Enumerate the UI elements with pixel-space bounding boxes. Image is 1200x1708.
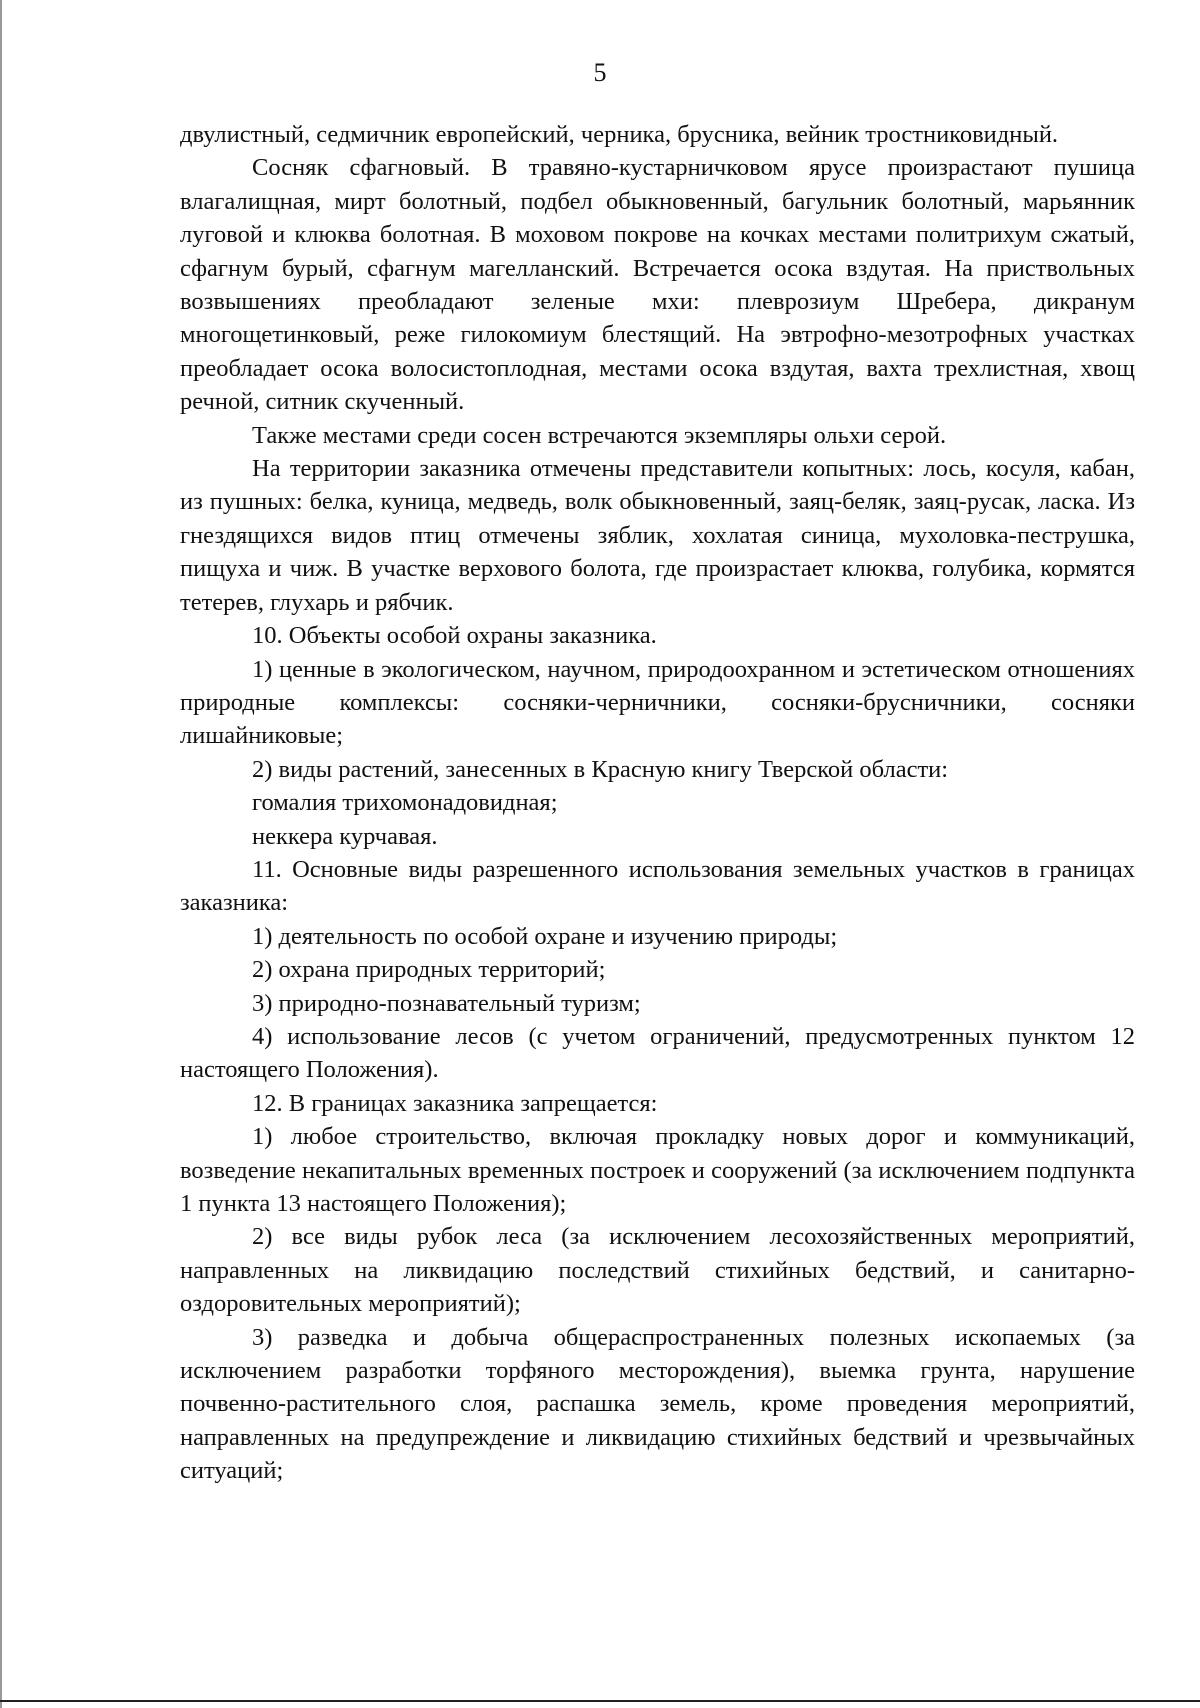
section-heading: 11. Основные виды разрешенного использования земельных участков в границах заказника: bbox=[180, 855, 1135, 917]
list-item: 2) охрана природных территорий; bbox=[252, 956, 606, 984]
paragraph: двулистный, седмичник европейский, черника, брусника, вейник тростниковидный. bbox=[180, 121, 1059, 148]
paragraph: Сосняк сфагновый. В травяно-кустарничковом ярусе произрастают пушица влагалищная, мирт болотный, подбел обыкновенный, багульник болотный, марьянник луговой и клюква болотная. В моховом покрове на кочках местами политрихум сжатый, сфагнум бурый, сфагнум магелланский. Встречается осока вздутая. На приствольных возвышениях преобладают зеленые мхи: плеврозиум Шребера, дикранум многощетинковый, реже гилокомиум блестящий. На эвтрофно-мезотрофных участках преобладает осока волосистоплодная, местами осока вздутая, вахта трехлистная, хвощ речной, ситник скученный. bbox=[180, 154, 1135, 416]
list-item: 3) разведка и добыча общераспространенных полезных ископаемых (за исключением разработки торфяного месторождения), выемка грунта, нарушение почвенно-растительного слоя, распашка земель, кроме проведения мероприятий, направленных на предупреждение и ликвидацию стихийных бедствий и чрезвычайных ситуаций; bbox=[180, 1323, 1135, 1485]
list-item: 1) любое строительство, включая прокладку новых дорог и коммуникаций, возведение некапитальных временных построек и сооружений (за исключением подпункта 1 пункта 13 настоящего Положения); bbox=[180, 1123, 1135, 1217]
document-body bbox=[180, 118, 1135, 1488]
scan-edge-left bbox=[0, 0, 2, 1708]
list-item: 2) все виды рубок леса (за исключением лесохозяйственных мероприятий, направленных на ликвидацию последствий стихийных бедствий, и санитарно-оздоровительных мероприятий); bbox=[180, 1223, 1135, 1318]
list-item: неккера курчавая. bbox=[252, 822, 438, 850]
scan-edge-bottom bbox=[0, 1700, 1200, 1702]
list-item: 3) природно-познавательный туризм; bbox=[252, 989, 641, 1017]
section-heading: 12. В границах заказника запрещается: bbox=[252, 1089, 658, 1117]
list-item: 1) деятельность по особой охране и изучению природы; bbox=[252, 922, 838, 950]
list-item: гомалия трихомонадовидная; bbox=[252, 789, 558, 817]
page-number: 5 bbox=[593, 58, 607, 87]
list-item: 2) виды растений, занесенных в Красную книгу Тверской области: bbox=[252, 755, 949, 783]
section-heading: 10. Объекты особой охраны заказника. bbox=[252, 622, 657, 650]
paragraph: Также местами среди сосен встречаются экземпляры ольхи серой. bbox=[252, 421, 947, 449]
list-item: 4) использование лесов (с учетом ограничений, предусмотренных пунктом 12 настоящего Положения). bbox=[180, 1022, 1135, 1084]
paragraph: На территории заказника отмечены представители копытных: лось, косуля, кабан, из пушных: белка, куница, медведь, волк обыкновенный, заяц-беляк, заяц-русак, ласка. Из гнездящихся видов птиц отмечены зяблик, хохлатая синица, мухоловка-пеструшка, пищуха и чиж. В участке верхового болота, где произрастает клюква, голубика, кормятся тетерев, глухарь и рябчик. bbox=[180, 455, 1135, 616]
list-item: 1) ценные в экологическом, научном, природоохранном и эстетическом отношениях природные комплексы: сосняки-черничники, сосняки-брусничники, сосняки лишайниковые; bbox=[180, 655, 1135, 750]
